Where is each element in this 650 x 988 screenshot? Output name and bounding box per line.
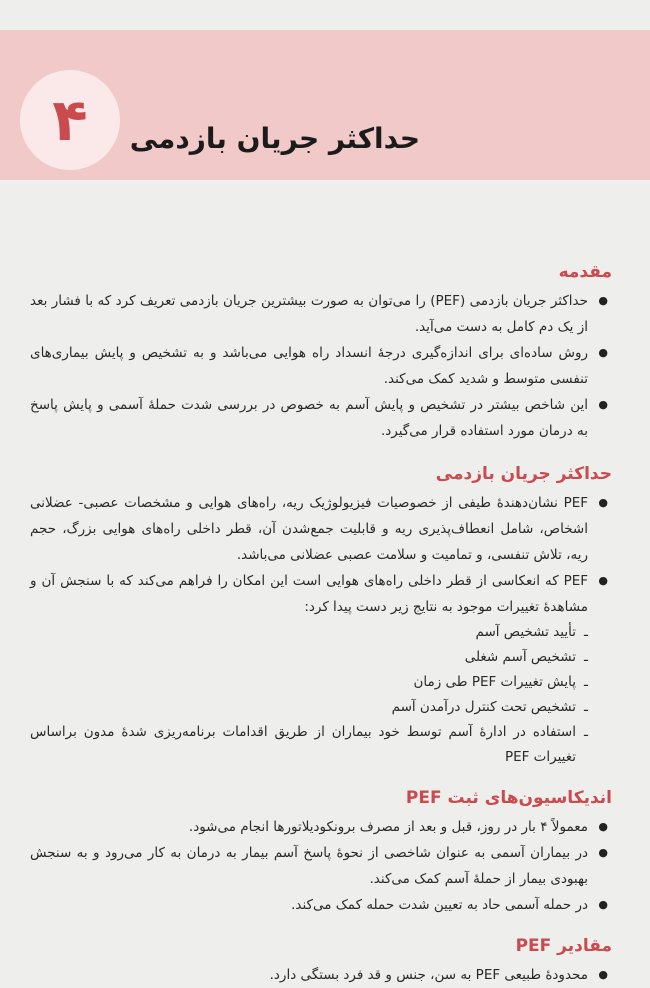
list-item: ● حداکثر جریان بازدمی (PEF) را می‌توان به صورت بیشترین جریان بازدمی تعریف کرد که با فشار بعد از یک دم کامل به دست می‌آید. — [30, 288, 612, 340]
sub-list-item: ـ تأیید تشخیص آسم — [30, 620, 588, 645]
list-item: ● PEF نشان‌دهندهٔ طیفی از خصوصیات فیزیولوژیک ریه، راه‌های هوایی و مشخصات عصبی- عضلانی اشخاص، شامل انعطاف‌پذیری ریه و قابلیت جمع‌شدن آن، قطر داخلی راه‌های هوایی بزرگ، حجم ریه، تلاش تنفسی، و تمامیت و سلامت عصبی عضلانی می‌باشد. — [30, 490, 612, 568]
chapter-number: ۴ — [52, 86, 88, 154]
list-item: ● در حمله آسمی حاد به تعیین شدت حمله کمک می‌کند. — [30, 892, 612, 918]
sub-list-item: ـ تشخیص آسم شغلی — [30, 645, 588, 670]
list-item: ● روش ساده‌ای برای اندازه‌گیری درجهٔ انسداد راه هوایی می‌باشد و به تشخیص و پایش بیماری‌های تنفسی متوسط و شدید کمک می‌کند. — [30, 340, 612, 392]
values-list — [30, 962, 612, 988]
section-title-pef: حداکثر جریان بازدمی — [435, 464, 612, 484]
chapter-header — [0, 30, 650, 180]
chapter-title: حداکثر جریان بازدمی — [129, 122, 420, 155]
sub-list-item: ـ پایش تغییرات PEF طی زمان — [30, 670, 588, 695]
pef-list — [30, 490, 612, 770]
section-title-indications: اندیکاسیون‌های ثبت PEF — [405, 788, 612, 808]
indications-list — [30, 814, 612, 918]
sub-list-item: ـ استفاده در ادارهٔ آسم توسط خود بیماران از طریق اقدامات برنامه‌ریزی شدهٔ مدون براساس تغییرات PEF — [30, 720, 588, 770]
list-item-text: PEF که انعکاسی از قطر داخلی راه‌های هوایی است این امکان را فراهم می‌کند که با سنجش آن و مشاهدهٔ تغییرات موجود به نتایج زیر دست پیدا کرد: — [30, 573, 588, 615]
list-item: ● معمولاً ۴ بار در روز، قبل و بعد از مصرف برونکودیلاتورها انجام می‌شود. — [30, 814, 612, 840]
list-item: ● این شاخص بیشتر در تشخیص و پایش آسم به خصوص در بررسی شدت حملهٔ آسمی و پایش پاسخ به درمان مورد استفاده قرار می‌گیرد. — [30, 392, 612, 444]
sub-list-item: ـ تشخیص تحت کنترل درآمدن آسم — [30, 695, 588, 720]
sub-list — [30, 620, 588, 770]
section-title-intro: مقدمه — [558, 262, 612, 282]
page-content — [30, 262, 612, 988]
list-item: ● در بیماران آسمی به عنوان شاخصی از نحوهٔ پاسخ آسم بیمار به درمان به کار می‌رود و به سنجش بهبودی بیمار از حملهٔ آسم کمک می‌کند. — [30, 840, 612, 892]
list-item — [30, 568, 612, 770]
list-item: ● محدودهٔ طبیعی PEF به سن، جنس و قد فرد بستگی دارد. — [30, 962, 612, 988]
section-title-values: مقادیر PEF — [515, 936, 612, 956]
intro-list — [30, 288, 612, 444]
chapter-number-badge — [20, 70, 120, 170]
